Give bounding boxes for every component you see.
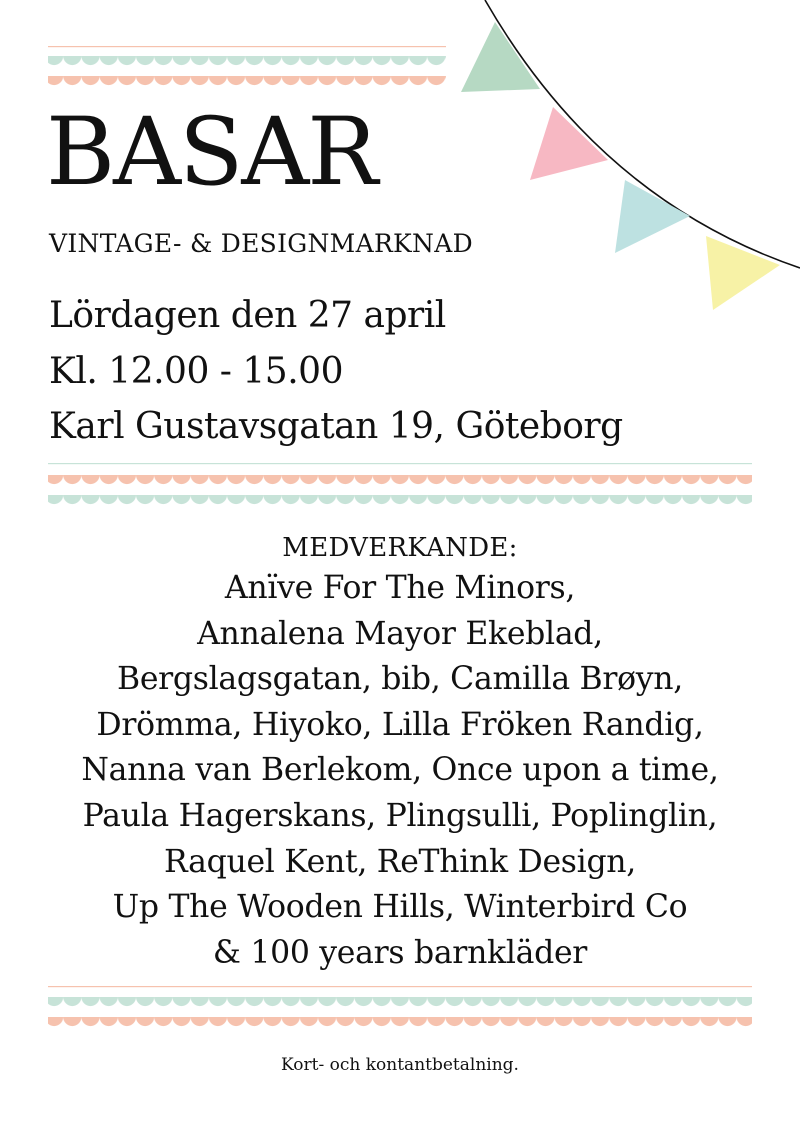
participants-line: Paula Hagerskans, Plingsulli, Poplinglin,	[82, 797, 718, 834]
poster-subtitle: VINTAGE- & DESIGNMARKNAD	[49, 229, 473, 258]
participants-line: Nanna van Berlekom, Once upon a time,	[81, 752, 719, 789]
top-scallop-border	[48, 46, 446, 88]
participants-line: & 100 years barnkläder	[212, 934, 588, 971]
bottom-scallop-border	[48, 986, 752, 1029]
participants-line: Anïve For The Minors,	[224, 570, 576, 606]
participants-line: Raquel Kent, ReThink Design,	[163, 843, 637, 880]
event-time: Kl. 12.00 - 15.00	[49, 351, 343, 392]
bunting-garland	[461, 0, 800, 310]
participants-line: Bergslagsgatan, bib, Camilla Brøyn,	[116, 661, 684, 698]
bunting-flag-green	[461, 22, 540, 92]
middle-scallop-border	[48, 463, 752, 507]
payment-note: Kort- och kontantbetalning.	[281, 1055, 519, 1075]
poster-title: BASAR	[46, 98, 377, 207]
bunting-flag-yellow	[706, 236, 780, 310]
participants-line: Annalena Mayor Ekeblad,	[197, 615, 603, 652]
participants-section	[40, 530, 760, 976]
participants-heading: MEDVERKANDE:	[282, 533, 518, 563]
participants-line: Up The Wooden Hills, Winterbird Co	[112, 889, 688, 926]
event-date: Lördagen den 27 april	[49, 295, 446, 336]
event-address: Karl Gustavsgatan 19, Göteborg	[49, 406, 623, 447]
participants-line: Drömma, Hiyoko, Lilla Fröken Randig,	[96, 706, 704, 743]
